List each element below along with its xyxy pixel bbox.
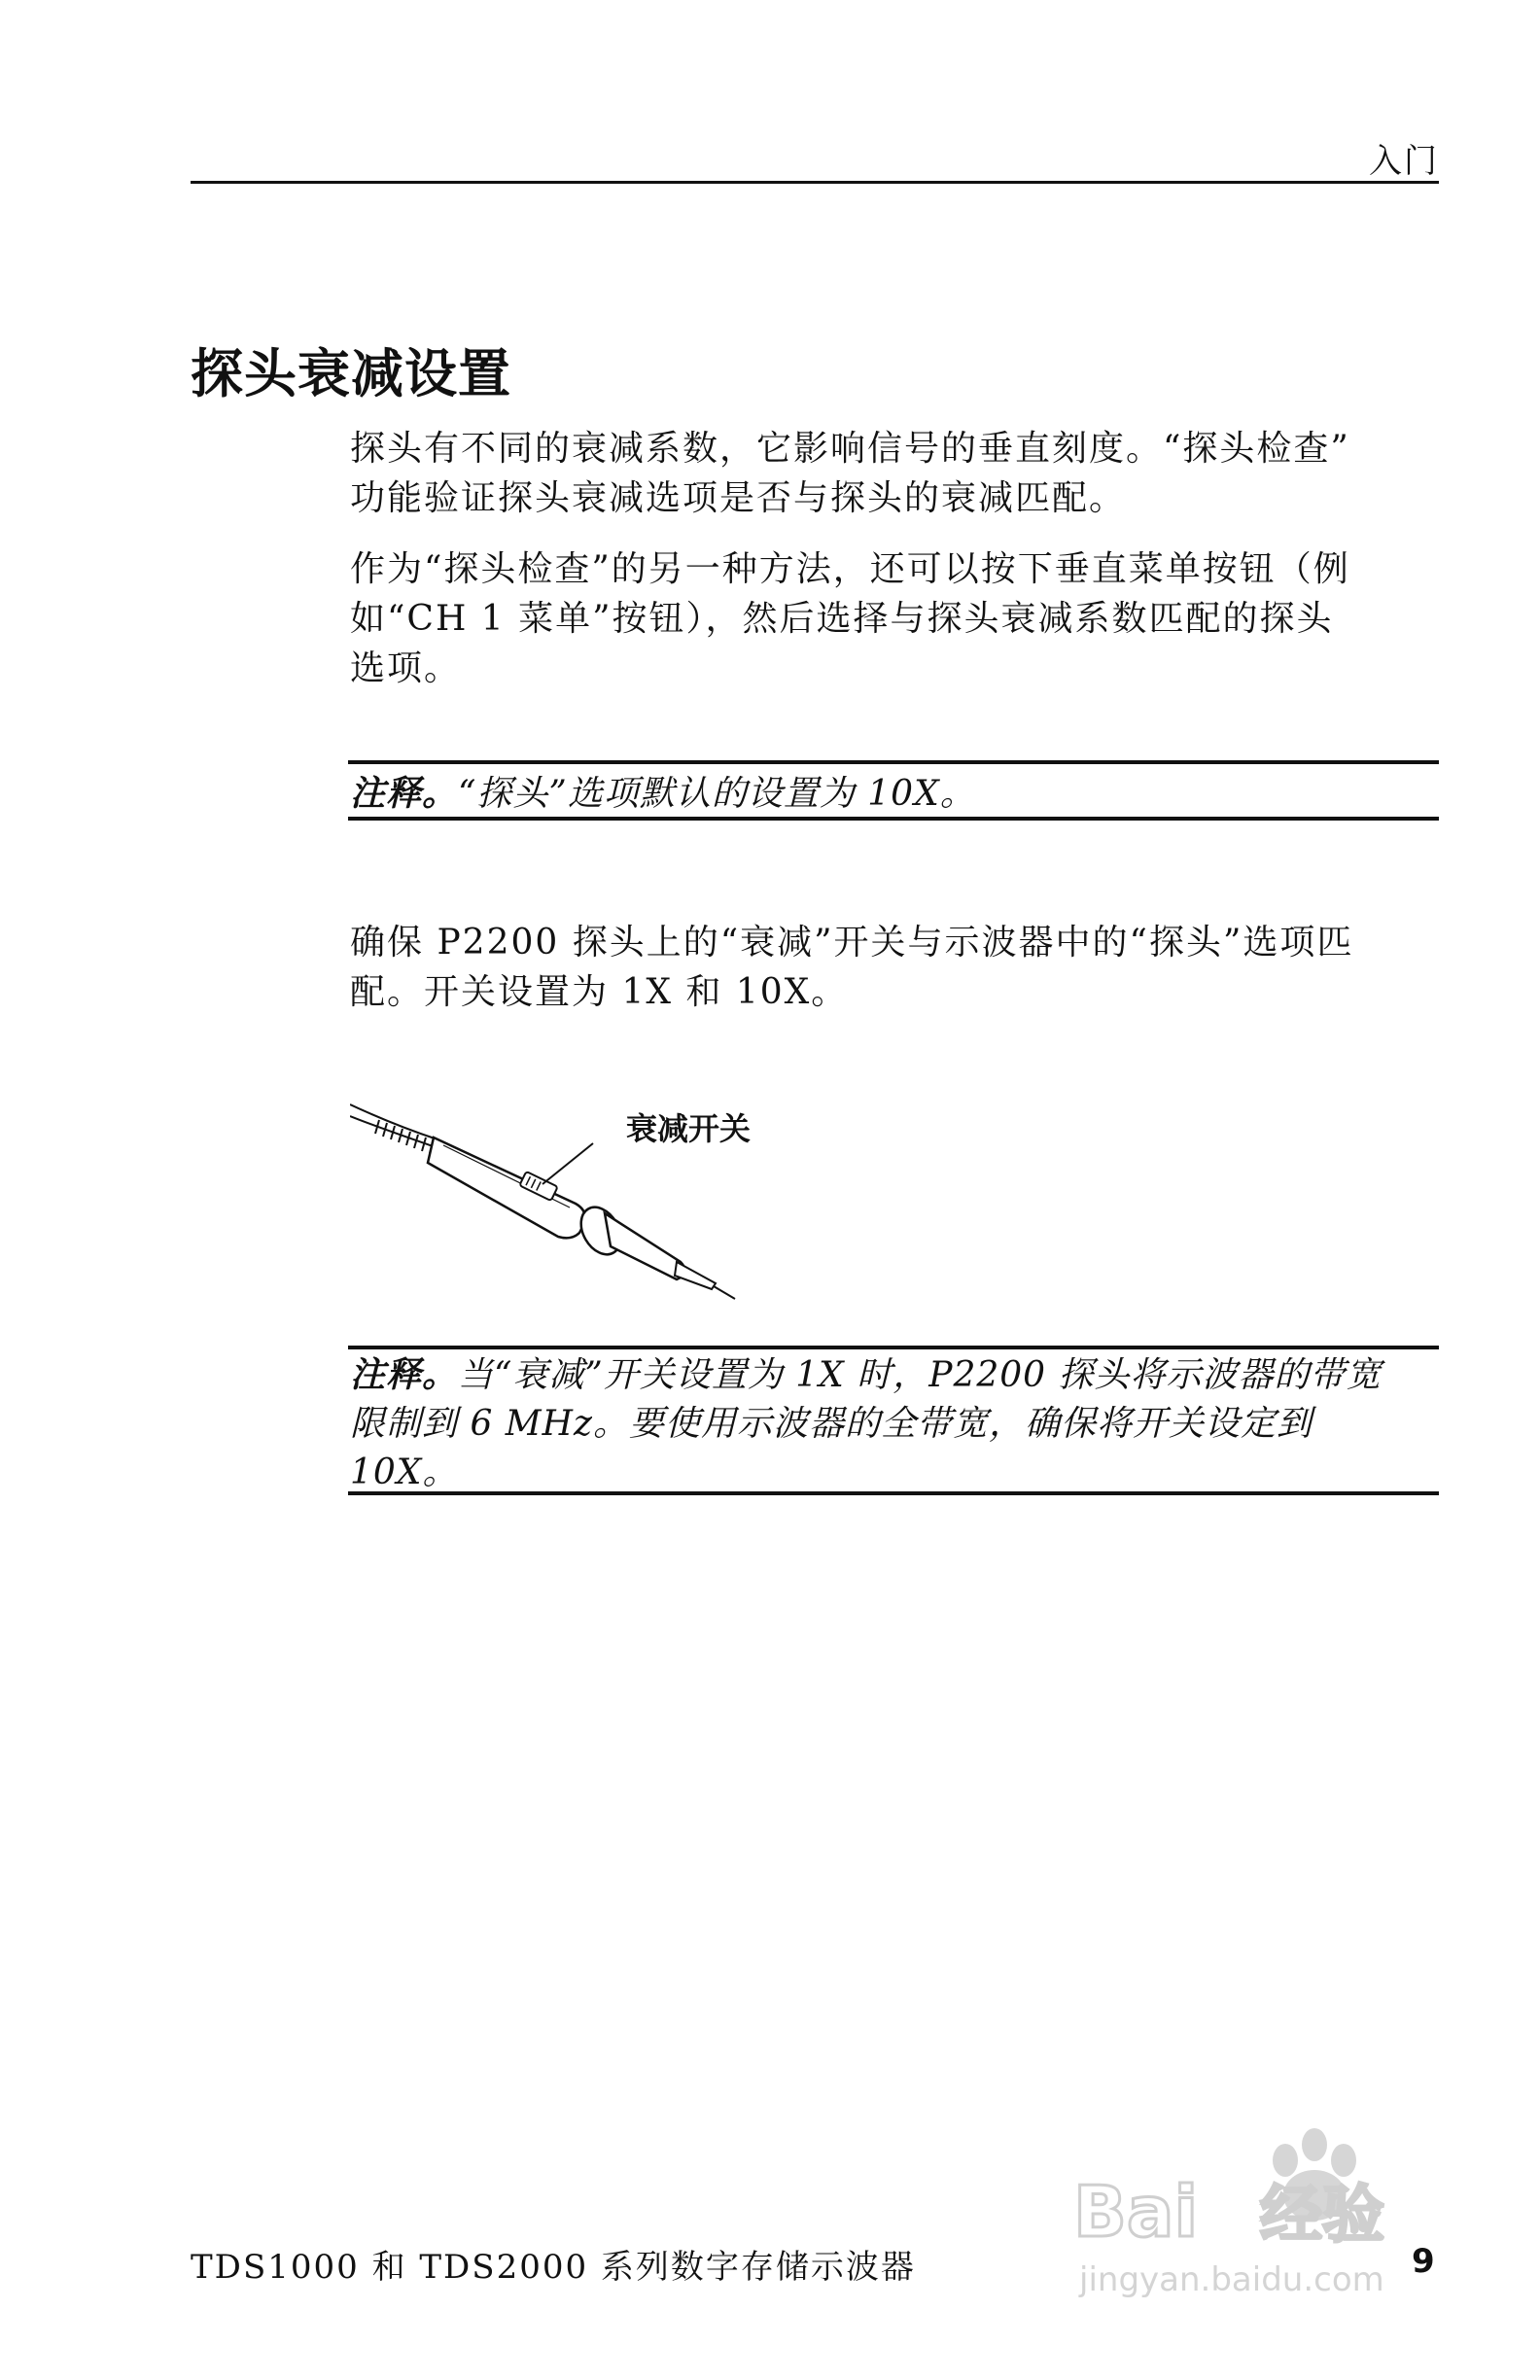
paragraph-line: 作为“探头检查”的另一种方法，还可以按下垂直菜单按钮（例 — [350, 549, 1350, 589]
watermark-url: jingyan.baidu.com — [1079, 2260, 1384, 2299]
note-label: 注释。 — [350, 774, 459, 814]
note-1-top-rule — [348, 760, 1439, 764]
note-2 — [350, 1351, 1439, 1497]
note-text: 10X。 — [350, 1452, 459, 1492]
footer-title: TDS1000 和 TDS2000 系列数字存储示波器 — [191, 2248, 916, 2287]
attenuation-switch-label: 衰减开关 — [626, 1110, 752, 1147]
note-text: “探头”选项默认的设置为 10X。 — [458, 774, 976, 814]
baidu-watermark — [1069, 2118, 1439, 2302]
note-text: 当“衰减”开关设置为 1X 时，P2200 探头将示波器的带宽 — [458, 1355, 1382, 1395]
paragraph-1 — [350, 424, 1439, 523]
note-label: 注释。 — [350, 1355, 459, 1395]
header-rule — [191, 181, 1439, 184]
note-1-bottom-rule — [348, 817, 1439, 821]
paragraph-line: 探头有不同的衰减系数，它影响信号的垂直刻度。“探头检查” — [350, 429, 1350, 469]
paragraph-2 — [350, 544, 1439, 693]
paragraph-line: 如“CH 1 菜单”按钮），然后选择与探头衰减系数匹配的探头 — [350, 599, 1334, 639]
paragraph-line: 选项。 — [350, 648, 462, 688]
running-header: 入门 — [1369, 142, 1439, 181]
note-text: 限制到 6 MHz。要使用示波器的全带宽，确保将开关设定到 — [350, 1404, 1313, 1444]
note-2-bottom-rule — [348, 1491, 1439, 1495]
section-title: 探头衰减设置 — [191, 343, 511, 404]
paragraph-3 — [350, 918, 1439, 1017]
note-2-top-rule — [348, 1346, 1439, 1349]
watermark-brand: Bai — [1073, 2171, 1199, 2253]
paragraph-line: 配。开关设置为 1X 和 10X。 — [350, 972, 849, 1012]
note-1 — [350, 770, 1439, 819]
paragraph-line: 功能验证探头衰减选项是否与探头的衰减匹配。 — [350, 478, 1127, 518]
paragraph-line: 确保 P2200 探头上的“衰减”开关与示波器中的“探头”选项匹 — [350, 923, 1354, 962]
page-number: 9 — [1412, 2242, 1435, 2281]
watermark-brand-cn: 经验 — [1260, 2180, 1384, 2252]
